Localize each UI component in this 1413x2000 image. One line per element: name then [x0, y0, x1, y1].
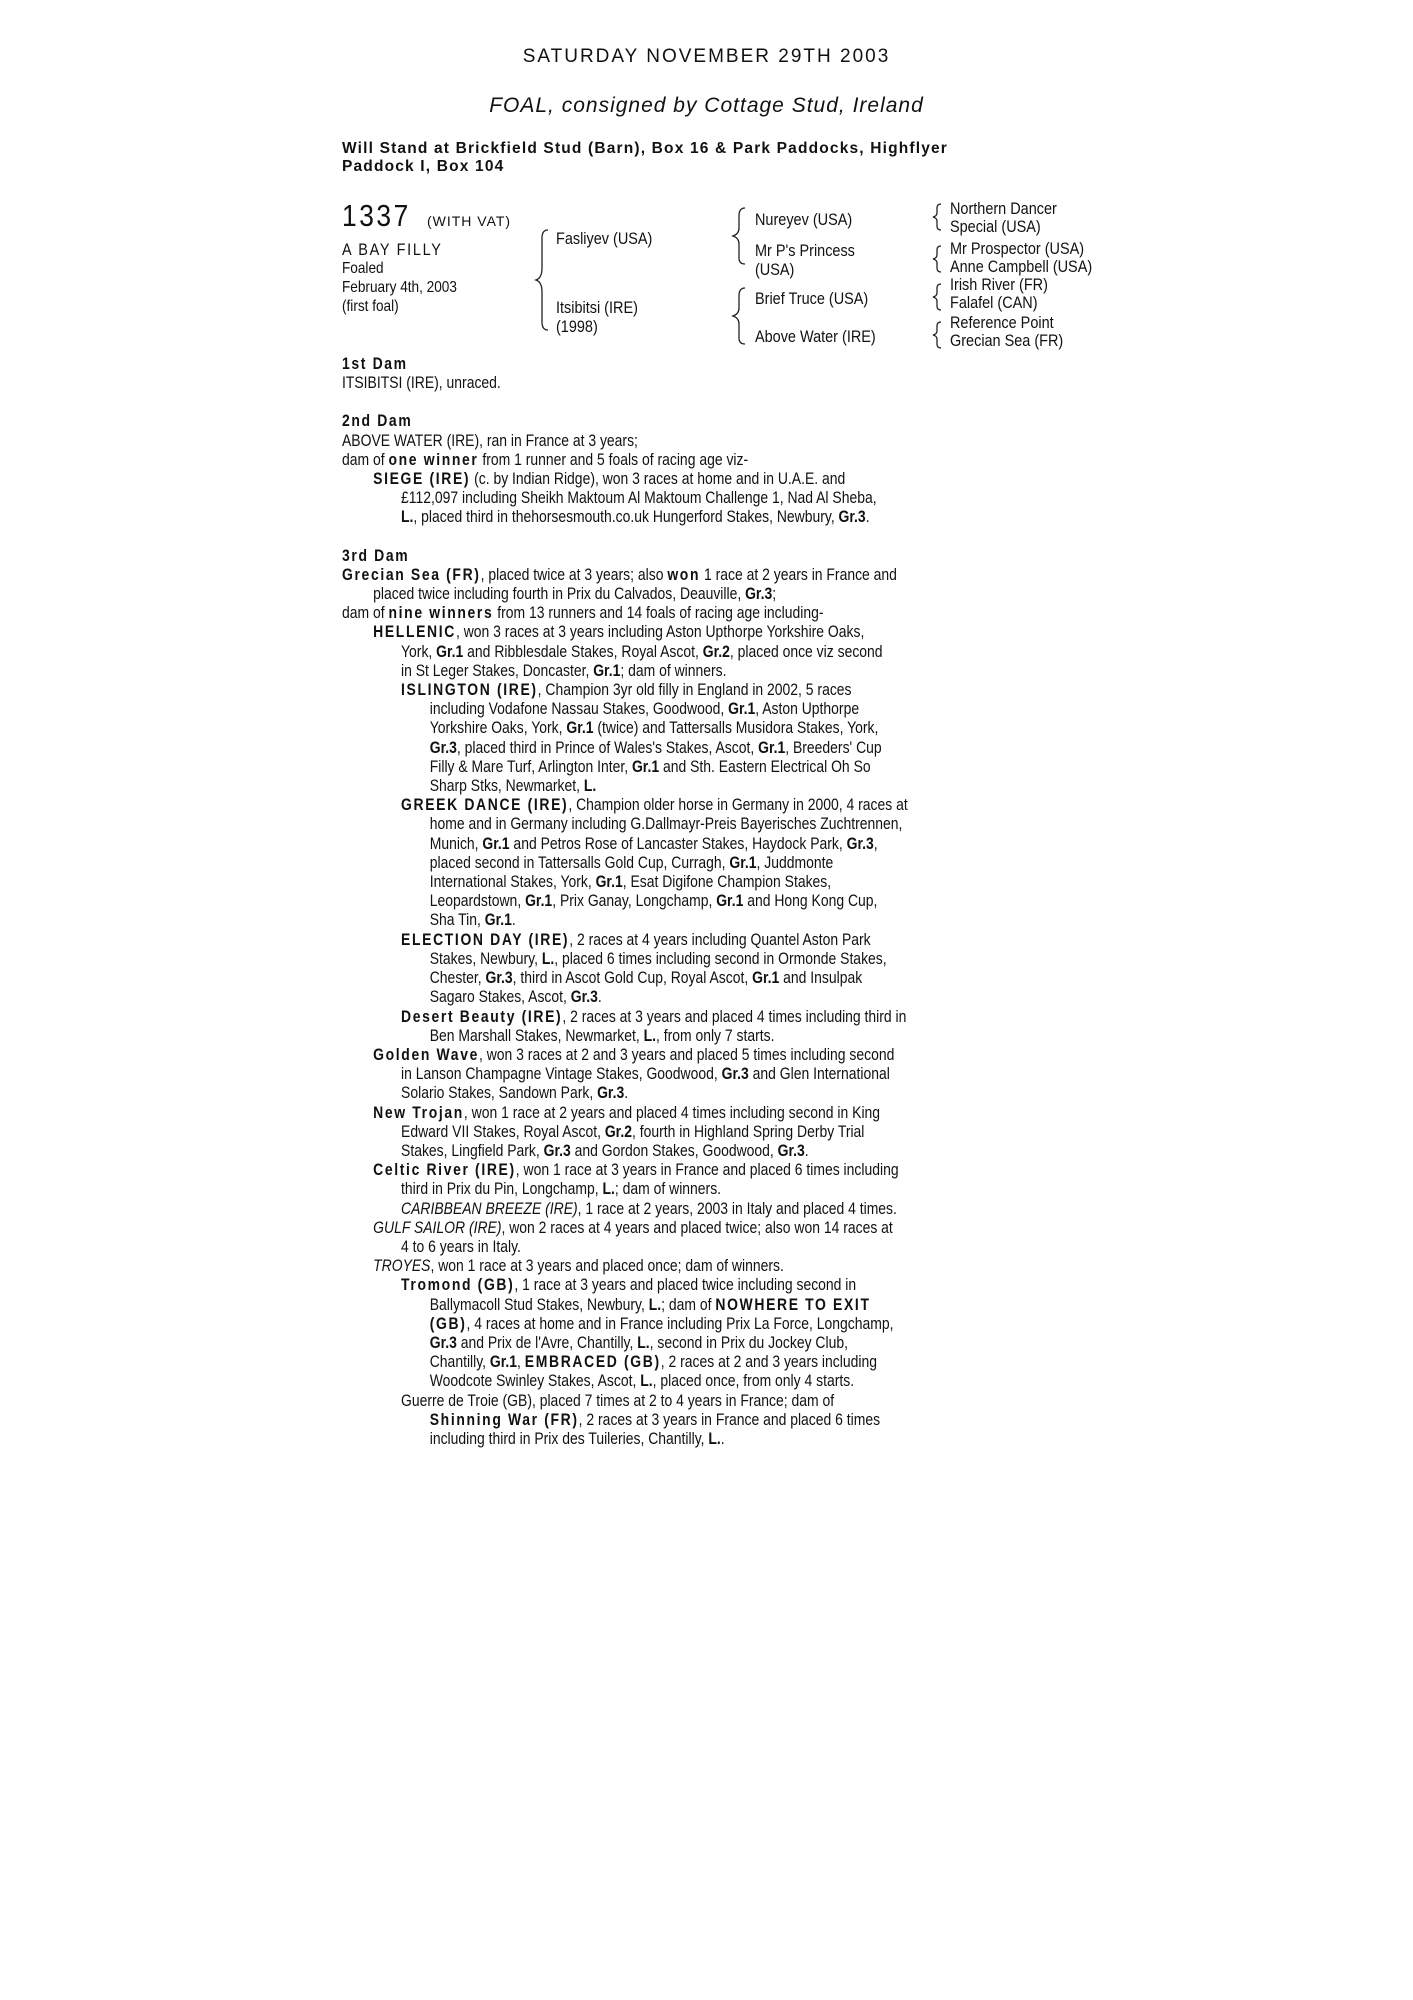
pedigree-gg-5: Irish River (FR)	[950, 275, 1048, 294]
pedigree-gg-4: Anne Campbell (USA)	[950, 257, 1093, 276]
third-dam-line: placed twice including fourth in Prix du Calvados, Deauville, Gr.3;	[373, 584, 777, 604]
third-dam-line: Chester, Gr.3, third in Ascot Gold Cup, Royal Ascot, Gr.1 and Insulpak	[429, 968, 863, 988]
third-dam-line: Celtic River (IRE), won 1 race at 3 years in France and placed 6 times including	[373, 1160, 899, 1180]
second-dam-line: dam of one winner from 1 runner and 5 foals of racing age viz-	[342, 449, 749, 469]
third-dam-line: Desert Beauty (IRE), 2 races at 3 years and placed 4 times including third in	[401, 1006, 907, 1026]
third-dam-line: GULF SAILOR (IRE), won 2 races at 4 years and placed twice; also won 14 races at	[373, 1217, 893, 1237]
third-dam-line: TROYES, won 1 race at 3 years and placed once; dam of winners.	[373, 1256, 784, 1276]
dam-line-text	[342, 354, 1242, 1448]
first-dam-heading: 1st Dam	[342, 354, 408, 373]
third-dam-line: GREEK DANCE (IRE), Champion older horse in Germany in 2000, 4 races at	[401, 795, 908, 815]
third-dam-line: placed second in Tattersalls Gold Cup, Curragh, Gr.1, Juddmonte	[429, 852, 834, 872]
third-dam-line: Stakes, Newbury, L., placed 6 times including second in Ormonde Stakes,	[429, 948, 887, 968]
pedigree-sire-dam	[755, 241, 873, 279]
second-dam-line: SIEGE (IRE) (c. by Indian Ridge), won 3 races at home and in U.A.E. and	[373, 469, 846, 489]
consignment-line: FOAL, consigned by Cottage Stud, Ireland	[489, 94, 924, 117]
third-dam-line: 4 to 6 years in Italy.	[401, 1236, 521, 1256]
third-dam-line: Grecian Sea (FR), placed twice at 3 years; also won 1 race at 2 years in France and	[342, 564, 897, 584]
third-dam-line: International Stakes, York, Gr.1, Esat Digifone Champion Stakes,	[429, 872, 832, 892]
stabling-line-2: Paddock I, Box 104	[342, 158, 505, 175]
pedigree-gg-6: Falafel (CAN)	[950, 293, 1038, 312]
third-dam-line: home and in Germany including G.Dallmayr-Preis Bayerisches Zuchtrennen,	[429, 814, 903, 834]
pedigree-great-grandparents	[950, 200, 1117, 350]
pedigree-sire-sire: Nureyev (USA)	[755, 210, 853, 229]
third-dam-line: Tromond (GB), 1 race at 3 years and placed twice including second in	[401, 1275, 857, 1295]
pedigree-dam-year: (1998)	[556, 317, 598, 336]
third-dam-line: ISLINGTON (IRE), Champion 3yr old filly in England in 2002, 5 races	[401, 680, 852, 700]
second-dam-line: L., placed third in thehorsesmouth.co.uk Hungerford Stakes, Newbury, Gr.3.	[401, 507, 870, 527]
third-dam-line: Filly & Mare Turf, Arlington Inter, Gr.1 and Sth. Eastern Electrical Oh So	[429, 756, 871, 776]
stabling-line-1: Will Stand at Brickfield Stud (Barn), Box 16 & Park Paddocks, Highflyer	[342, 140, 948, 157]
pedigree-braces	[0, 0, 1413, 370]
pedigree-sire-dam-country: (USA)	[755, 260, 795, 279]
third-dam-line: Sha Tin, Gr.1.	[429, 910, 516, 930]
pedigree-dam-dam: Above Water (IRE)	[755, 327, 876, 346]
third-dam-line: dam of nine winners from 13 runners and 14 foals of racing age including-	[342, 603, 824, 623]
pedigree-dam-sire: Brief Truce (USA)	[755, 289, 869, 308]
third-dam-line: Chantilly, Gr.1, EMBRACED (GB), 2 races at 2 and 3 years including	[429, 1352, 877, 1372]
third-dam-line: HELLENIC, won 3 races at 3 years including Aston Upthorpe Yorkshire Oaks,	[373, 622, 865, 642]
third-dam-line: Leopardstown, Gr.1, Prix Ganay, Longchamp, Gr.1 and Hong Kong Cup,	[429, 891, 878, 911]
pedigree-sire-dam-name: Mr P's Princess	[755, 241, 855, 260]
pedigree-gg-7: Reference Point	[950, 313, 1054, 332]
third-dam-line: CARIBBEAN BREEZE (IRE), 1 race at 2 years, 2003 in Italy and placed 4 times.	[401, 1198, 897, 1218]
third-dam-line: York, Gr.1 and Ribblesdale Stakes, Royal Ascot, Gr.2, placed once viz second	[401, 641, 883, 661]
third-dam-line: Ben Marshall Stakes, Newmarket, L., from only 7 starts.	[429, 1025, 775, 1045]
third-dam-line: Golden Wave, won 3 races at 2 and 3 years and placed 5 times including second	[373, 1044, 895, 1064]
pedigree-gg-2: Special (USA)	[950, 217, 1041, 236]
lot-number: 1337	[342, 198, 411, 233]
third-dam-line: New Trojan, won 1 race at 2 years and placed 4 times including second in King	[373, 1102, 881, 1122]
foaled-label: Foaled	[342, 260, 384, 277]
third-dam-line: including Vodafone Nassau Stakes, Goodwood, Gr.1, Aston Upthorpe	[429, 699, 860, 719]
third-dam-line: in Lanson Champagne Vintage Stakes, Goodwood, Gr.3 and Glen International	[401, 1064, 890, 1084]
third-dam-line: Stakes, Lingfield Park, Gr.3 and Gordon Stakes, Goodwood, Gr.3.	[401, 1140, 809, 1160]
third-dam-line: Edward VII Stakes, Royal Ascot, Gr.2, fourth in Highland Spring Derby Trial	[401, 1121, 865, 1141]
third-dam-line: third in Prix du Pin, Longchamp, L.; dam of winners.	[401, 1179, 722, 1199]
third-dam-line: including third in Prix des Tuileries, Chantilly, L..	[429, 1428, 725, 1448]
third-dam-line: Gr.3 and Prix de l'Avre, Chantilly, L., second in Prix du Jockey Club,	[429, 1332, 848, 1352]
third-dam-line: Ballymacoll Stud Stakes, Newbury, L.; dam of NOWHERE TO EXIT	[429, 1294, 871, 1314]
third-dam-line: ELECTION DAY (IRE), 2 races at 4 years including Quantel Aston Park	[401, 929, 871, 949]
pedigree-gg-1: Northern Dancer	[950, 199, 1057, 218]
pedigree-dam-name: Itsibitsi (IRE)	[556, 298, 638, 317]
foal-note: (first foal)	[342, 298, 399, 315]
second-dam-heading: 2nd Dam	[342, 411, 413, 431]
sale-date: SATURDAY NOVEMBER 29TH 2003	[522, 46, 891, 67]
third-dam-line: Sharp Stks, Newmarket, L.	[429, 776, 597, 796]
second-dam-line: ABOVE WATER (IRE), ran in France at 3 years;	[342, 430, 638, 450]
foaled-date: February 4th, 2003	[342, 279, 457, 296]
third-dam-line: Solario Stakes, Sandown Park, Gr.3.	[401, 1083, 629, 1103]
third-dam-heading: 3rd Dam	[342, 545, 410, 565]
third-dam-line: Guerre de Troie (GB), placed 7 times at 2 to 4 years in France; dam of	[401, 1390, 835, 1410]
pedigree-gg-3: Mr Prospector (USA)	[950, 239, 1085, 258]
lot-sex: A BAY FILLY	[342, 240, 443, 259]
third-dam-line: Munich, Gr.1 and Petros Rose of Lancaster Stakes, Haydock Park, Gr.3,	[429, 833, 878, 853]
vat-label: (WITH VAT)	[426, 213, 512, 229]
third-dam-line: Shinning War (FR), 2 races at 3 years in France and placed 6 times	[429, 1409, 881, 1429]
pedigree-dam	[556, 298, 652, 336]
third-dam-line: (GB), 4 races at home and in France including Prix La Force, Longchamp,	[429, 1313, 894, 1333]
second-dam-line: £112,097 including Sheikh Maktoum Al Maktoum Challenge 1, Nad Al Sheba,	[401, 488, 877, 508]
third-dam-line: Yorkshire Oaks, York, Gr.1 (twice) and Tattersalls Musidora Stakes, York,	[429, 718, 879, 738]
first-dam-text: ITSIBITSI (IRE), unraced.	[342, 373, 501, 393]
third-dam-line: in St Leger Stakes, Doncaster, Gr.1; dam of winners.	[401, 660, 727, 680]
third-dam-line: Woodcote Swinley Stakes, Ascot, L., placed once, from only 4 starts.	[429, 1371, 855, 1391]
third-dam-line: Gr.3, placed third in Prince of Wales's Stakes, Ascot, Gr.1, Breeders' Cup	[429, 737, 882, 757]
pedigree-gg-8: Grecian Sea (FR)	[950, 331, 1064, 350]
pedigree-sire: Fasliyev (USA)	[556, 229, 653, 248]
third-dam-line: Sagaro Stakes, Ascot, Gr.3.	[429, 987, 602, 1007]
